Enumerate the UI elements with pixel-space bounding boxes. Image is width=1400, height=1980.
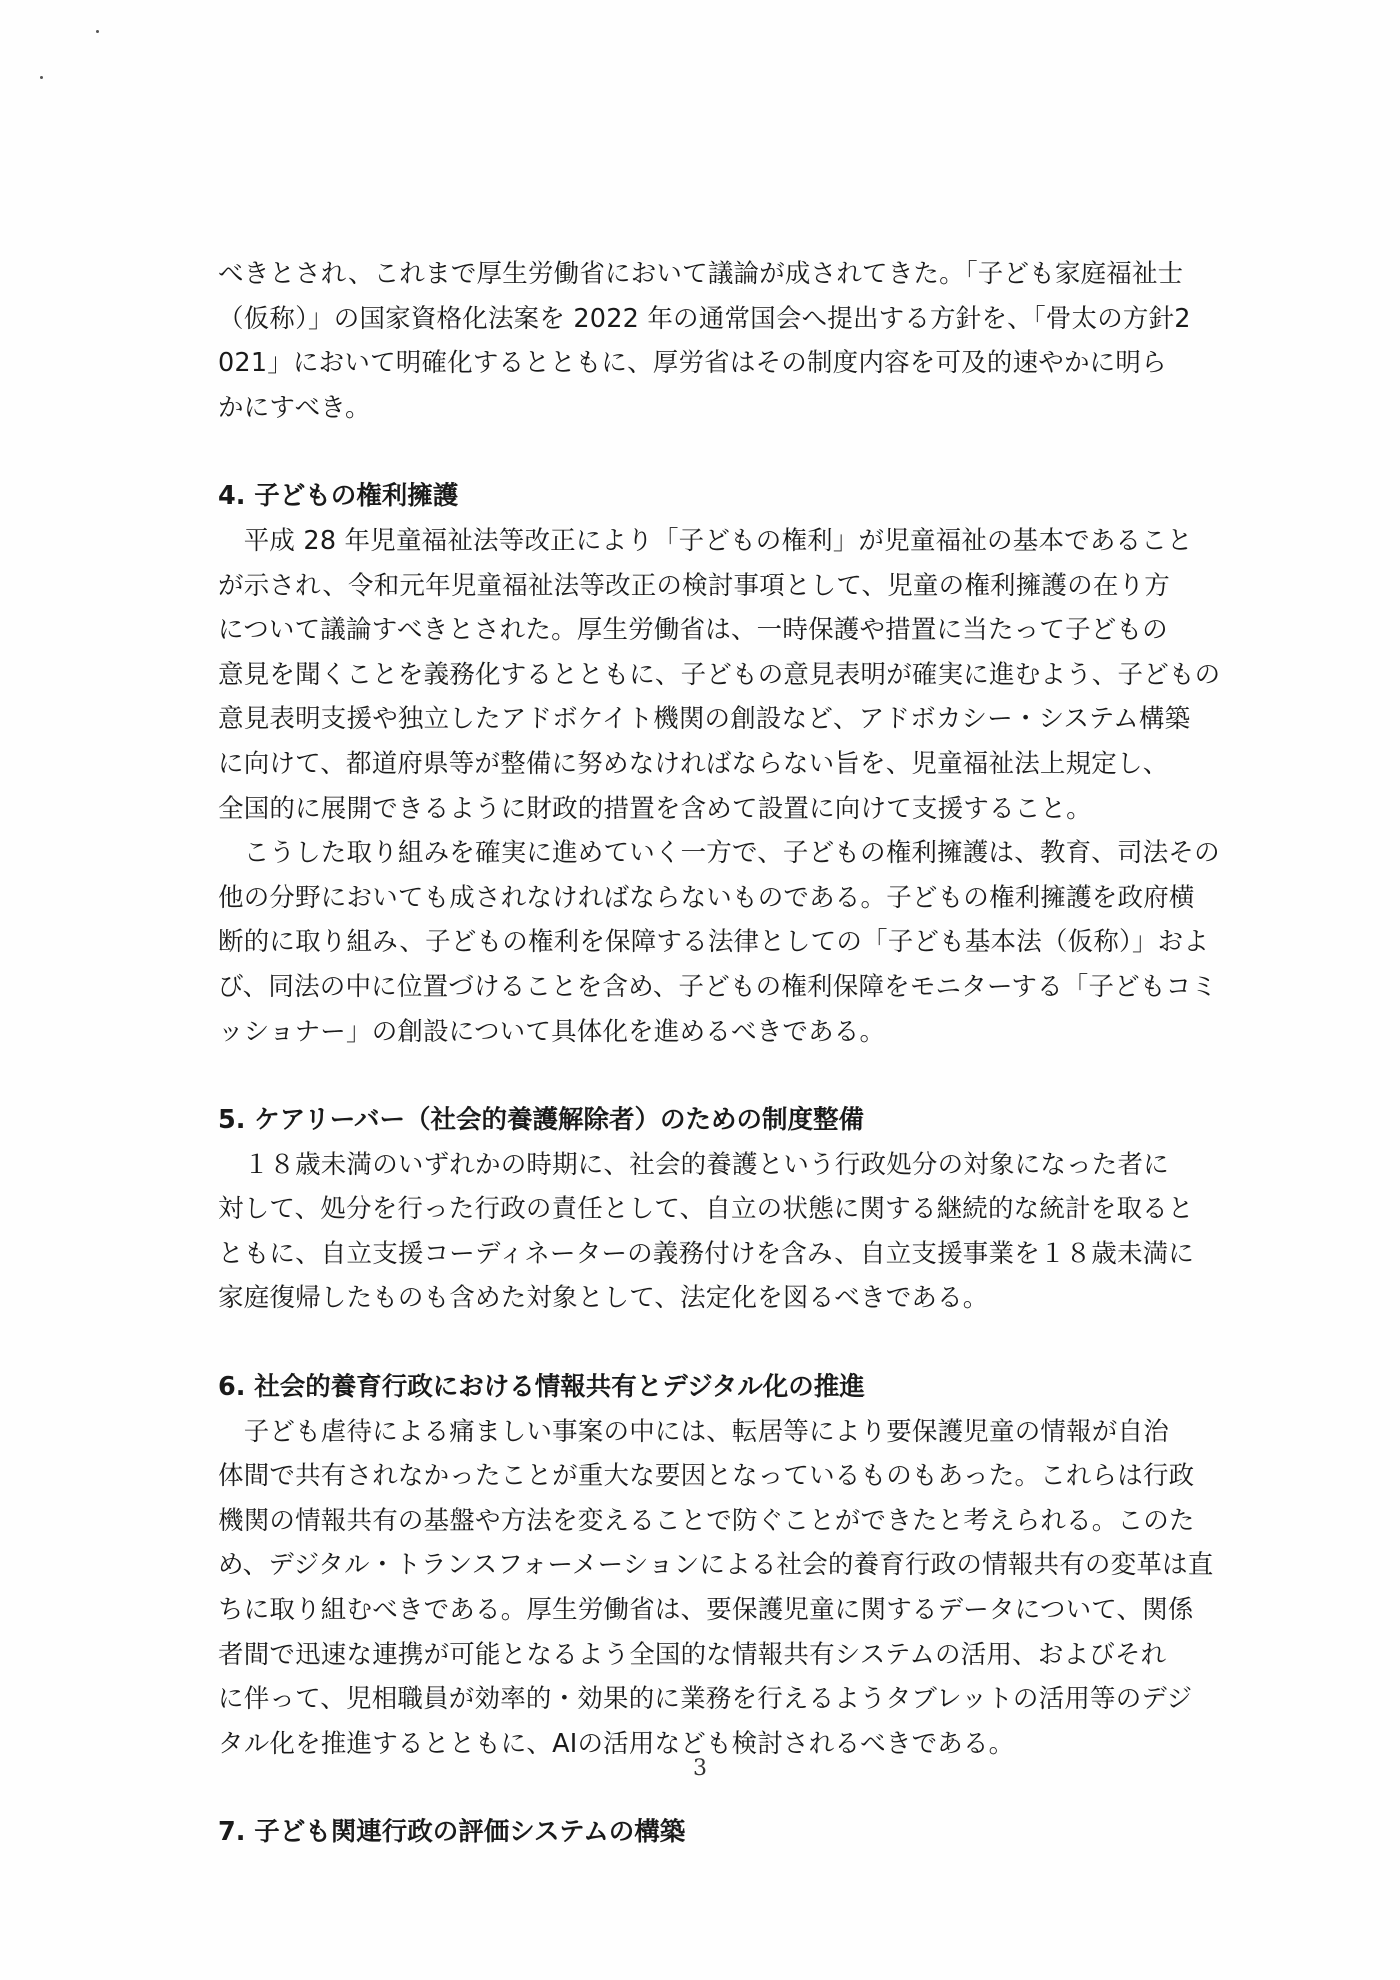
text-line: び、同法の中に位置づけることを含め、子どもの権利保障をモニターする「子どもコミ: [218, 971, 1217, 1002]
text-line: に伴って、児相職員が効率的・効果的に業務を行えるようタブレットの活用等のデジ: [218, 1684, 1193, 1715]
text-line: 機関の情報共有の基盤や方法を変えることで防ぐことができたと考えられる。このた: [218, 1505, 1195, 1536]
section-7: [218, 1810, 1198, 1855]
text-line: ともに、自立支援コーディネーターの義務付けを含み、自立支援事業を１８歳未満に: [218, 1238, 1195, 1269]
text-line: 家庭復帰したものも含めた対象として、法定化を図るべきである。: [218, 1283, 989, 1314]
text-line: 意見表明支援や独立したアドボケイト機関の創設など、アドボカシー・システム構築: [218, 704, 1191, 735]
text-line: タル化を推進するとともに、AIの活用なども検討されるべきである。: [218, 1728, 1015, 1759]
section-5: [218, 1098, 1198, 1321]
text-line: 全国的に展開できるように財政的措置を含めて設置に向けて支援すること。: [218, 793, 1092, 824]
section-heading: 5. ケアリーバー（社会的養護解除者）のための制度整備: [218, 1105, 865, 1136]
scan-speck: [96, 30, 99, 33]
text-line: 体間で共有されなかったことが重大な要因となっているものもあった。これらは行政: [218, 1461, 1195, 1492]
text-line: が示され、令和元年児童福祉法等改正の検討事項として、児童の権利擁護の在り方: [218, 570, 1170, 601]
text-line: 平成 28 年児童福祉法等改正により「子どもの権利」が児童福祉の基本であること: [218, 525, 1193, 556]
section-paragraph: [218, 1143, 1198, 1321]
intro-paragraph: [218, 252, 1198, 430]
text-line: に向けて、都道府県等が整備に努めなければならない旨を、児童福祉法上規定し、: [218, 748, 1169, 779]
text-line: １８歳未満のいずれかの時期に、社会的養護という行政処分の対象になった者に: [218, 1149, 1169, 1180]
text-line: 断的に取り組み、子どもの権利を保障する法律としての「子ども基本法（仮称）」およ: [218, 927, 1210, 958]
page-number: 3: [693, 1756, 707, 1781]
text-line: 対して、処分を行った行政の責任として、自立の状態に関する継続的な統計を取ると: [218, 1194, 1194, 1225]
section-paragraph: [218, 1410, 1214, 1767]
section-heading: 7. 子ども関連行政の評価システムの構築: [218, 1817, 686, 1848]
section-paragraph: [218, 831, 1220, 1054]
text-line: かにすべき。: [218, 392, 371, 423]
text-line: 他の分野においても成されなければならないものである。子どもの権利擁護を政府横: [218, 882, 1195, 913]
section-4: [218, 474, 1221, 1054]
text-line: について議論すべきとされた。厚生労働省は、一時保護や措置に当たって子どもの: [218, 615, 1168, 646]
text-line: 子ども虐待による痛ましい事案の中には、転居等により要保護児童の情報が自治: [218, 1416, 1169, 1447]
section-6: [218, 1365, 1214, 1766]
text-line: め、デジタル・トランスフォーメーションによる社会的養育行政の情報共有の変革は直: [218, 1550, 1214, 1581]
section-paragraph: [218, 519, 1221, 831]
text-line: こうした取り組みを確実に進めていく一方で、子どもの権利擁護は、教育、司法その: [218, 838, 1220, 869]
text-line: ッショナー」の創設について具体化を進めるべきである。: [218, 1016, 886, 1047]
section-heading: 4. 子どもの権利擁護: [218, 481, 459, 512]
text-line: 021」において明確化するとともに、厚労省はその制度内容を可及的速やかに明ら: [218, 348, 1167, 379]
section-heading: 6. 社会的養育行政における情報共有とデジタル化の推進: [218, 1372, 865, 1403]
scan-speck: [40, 76, 43, 79]
document-body: [218, 252, 1221, 1855]
text-line: べきとされ、これまで厚生労働省において議論が成されてきた。「子ども家庭福祉士: [218, 259, 1184, 289]
text-line: 意見を聞くことを義務化するとともに、子どもの意見表明が確実に進むよう、子どもの: [218, 659, 1221, 690]
text-line: （仮称）」の国家資格化法案を 2022 年の通常国会へ提出する方針を、「骨太の方針2: [218, 303, 1191, 334]
text-line: ちに取り組むべきである。厚生労働省は、要保護児童に関するデータについて、関係: [218, 1595, 1194, 1626]
text-line: 者間で迅速な連携が可能となるよう全国的な情報共有システムの活用、およびそれ: [218, 1639, 1167, 1670]
